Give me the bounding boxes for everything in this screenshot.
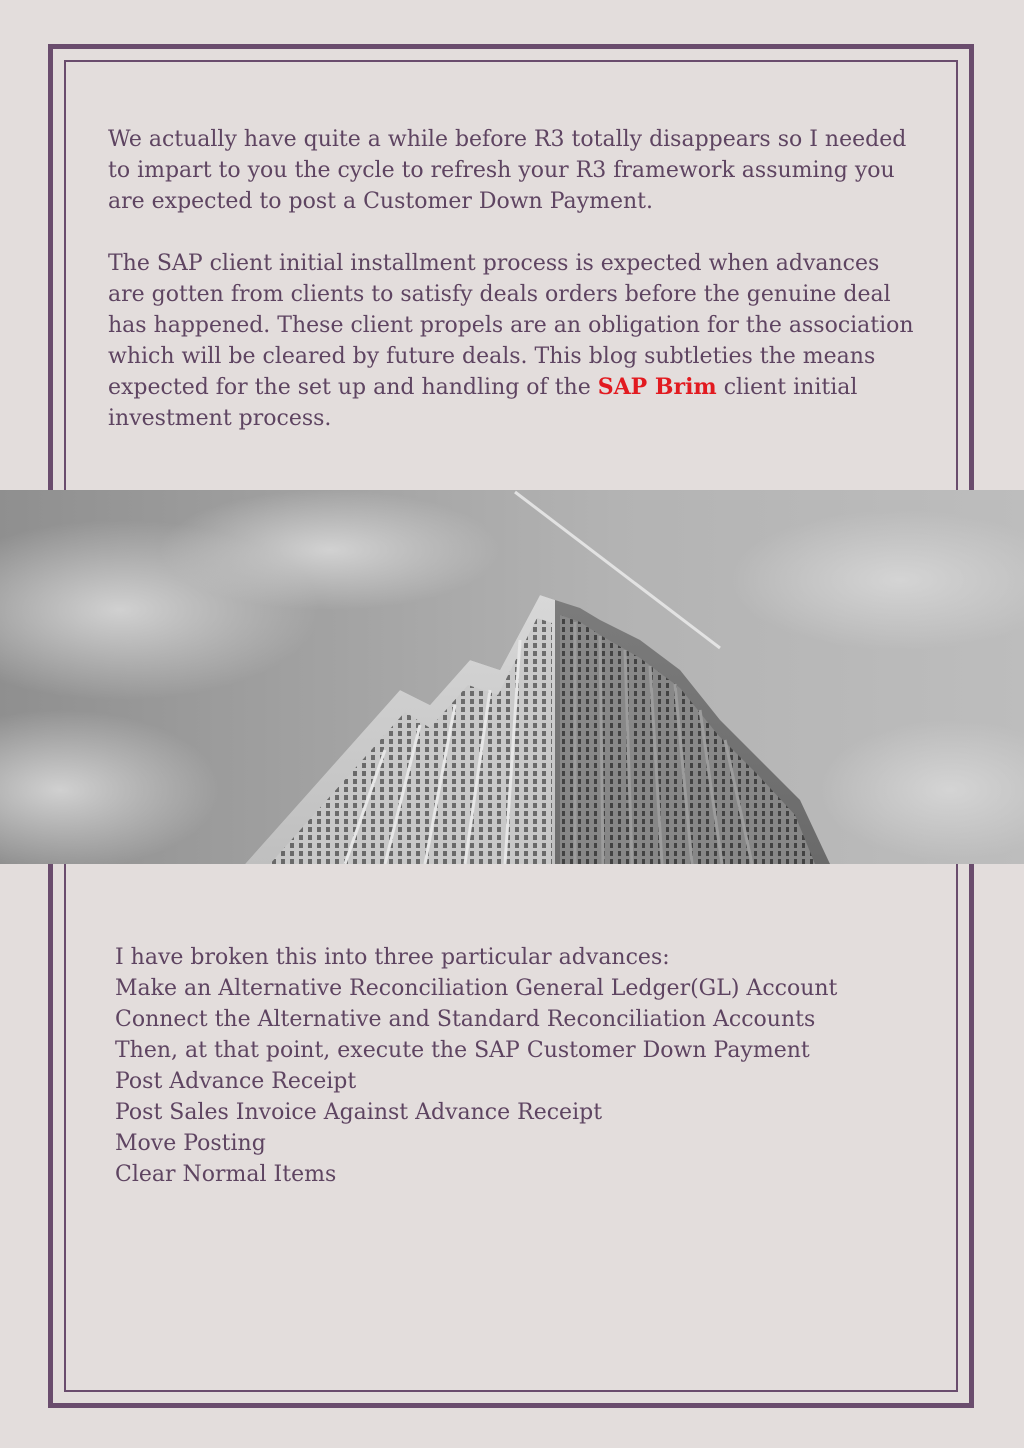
list-item: Move Posting <box>115 1131 266 1156</box>
intro-paragraph-2-text <box>108 248 918 434</box>
intro-paragraph-1-text: We actually have quite a while before R3 totally disappears so I needed to impart to you the cycle to refresh your R3 framework assuming you are expected to post a Customer Down Payment. <box>108 127 907 214</box>
list-item: Post Advance Receipt <box>115 1069 357 1094</box>
list-item: Connect the Alternative and Standard Reconciliation Accounts <box>115 1007 816 1032</box>
list-item: Post Sales Invoice Against Advance Receipt <box>115 1100 603 1125</box>
list-item: Then, at that point, execute the SAP Customer Down Payment <box>115 1038 810 1063</box>
steps-list <box>115 942 935 1190</box>
intro-paragraph-2-tail: client initial investment process. <box>108 375 858 431</box>
intro-paragraph-2-lead: The SAP client initial installment process is expected when advances are gotten from clients to satisfy deals orders before the genuine deal has happened. These client propels are an obligation for the association which will be cleared by future deals. This blog subtleties the means expected for the set up and handling of the <box>108 251 914 400</box>
skyscraper-photo <box>0 490 1024 864</box>
list-item: Make an Alternative Reconciliation General Ledger(GL) Account <box>115 976 838 1001</box>
list-item: Clear Normal Items <box>115 1162 337 1187</box>
intro-paragraph-2 <box>108 248 918 434</box>
sap-brim-link[interactable]: SAP Brim <box>597 374 717 400</box>
steps-heading: I have broken this into three particular advances: <box>115 945 670 970</box>
intro-paragraph-1 <box>108 124 908 217</box>
